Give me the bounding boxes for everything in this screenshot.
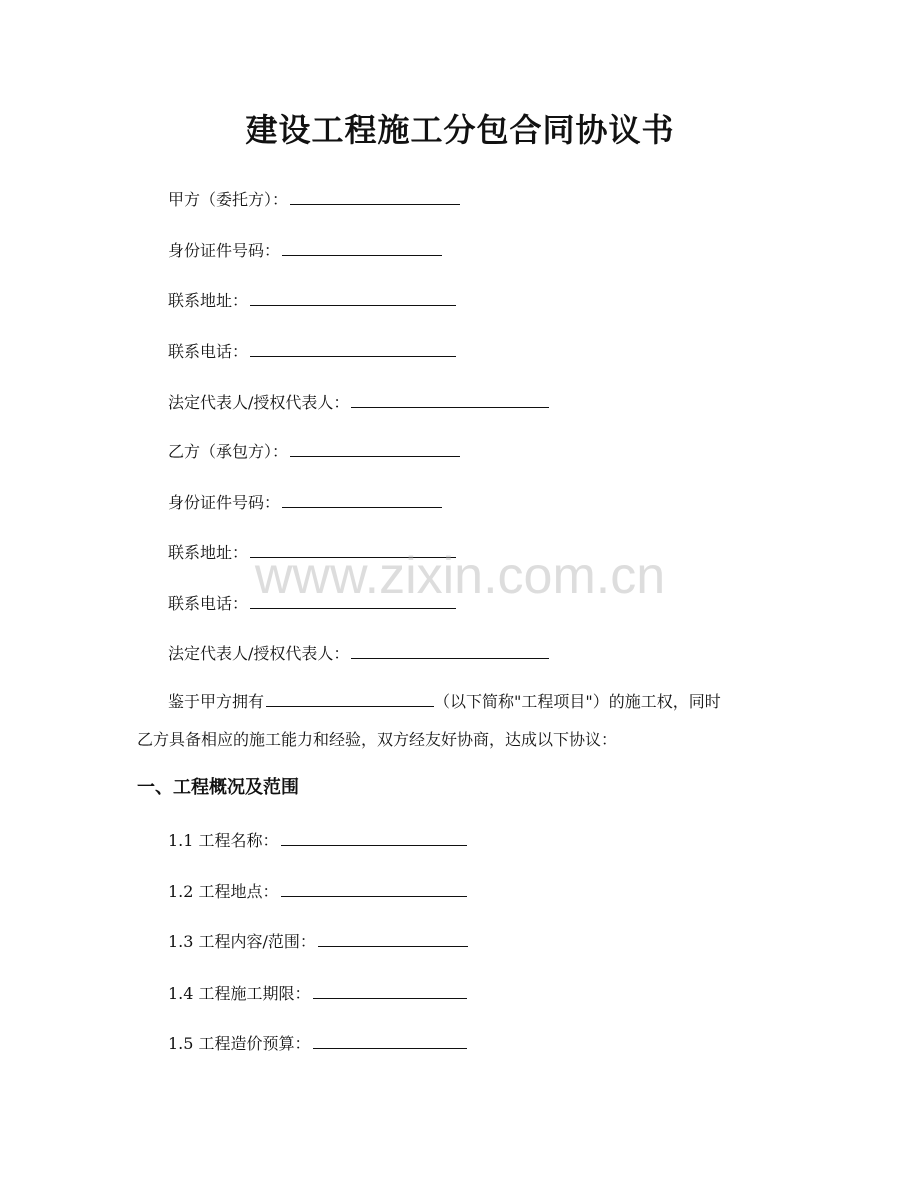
party-b-rep-blank[interactable] — [351, 643, 549, 659]
project-name-blank[interactable] — [266, 691, 434, 707]
party-b-id-blank[interactable] — [282, 492, 442, 508]
party-b-name-label: 乙方（承包方）： — [168, 442, 289, 461]
party-b-address-label: 联系地址： — [168, 543, 249, 562]
section-1-item-2 — [168, 880, 467, 904]
section-1-item-4 — [168, 982, 467, 1006]
party-a-rep-blank[interactable] — [351, 392, 549, 408]
item-1-2-label: 1.2 工程地点： — [168, 882, 279, 901]
party-b-name-blank[interactable] — [290, 441, 460, 457]
section-1-heading: 一、工程概况及范围 — [137, 777, 299, 798]
party-a-name-label: 甲方（委托方）： — [168, 190, 289, 209]
party-b-phone-label: 联系电话： — [168, 594, 249, 613]
section-1-item-1 — [168, 829, 467, 853]
party-a-id-label: 身份证件号码： — [168, 241, 281, 260]
preamble-prefix: 鉴于甲方拥有 — [168, 692, 265, 711]
party-a-rep-row — [168, 391, 549, 415]
item-1-4-blank[interactable] — [313, 983, 467, 999]
party-b-name-row — [168, 440, 460, 464]
section-1-item-3 — [168, 930, 468, 954]
preamble-paragraph — [137, 690, 780, 750]
party-a-phone-blank[interactable] — [250, 341, 456, 357]
item-1-5-blank[interactable] — [313, 1033, 467, 1049]
document-title: 建设工程施工分包合同协议书 — [245, 111, 675, 149]
section-1-item-5 — [168, 1032, 467, 1056]
party-b-id-label: 身份证件号码： — [168, 493, 281, 512]
party-a-name-row — [168, 188, 460, 212]
party-a-name-blank[interactable] — [290, 189, 460, 205]
item-1-1-blank[interactable] — [281, 830, 467, 846]
item-1-4-label: 1.4 工程施工期限： — [168, 984, 311, 1003]
party-b-id-row — [168, 491, 442, 515]
item-1-1-label: 1.1 工程名称： — [168, 831, 279, 850]
preamble-suffix: （以下简称"工程项目"）的施工权，同时 — [434, 692, 721, 711]
item-1-3-label: 1.3 工程内容/范围： — [168, 932, 316, 951]
party-a-address-label: 联系地址： — [168, 291, 249, 310]
item-1-2-blank[interactable] — [281, 881, 467, 897]
party-a-id-row — [168, 239, 442, 263]
party-a-phone-row — [168, 340, 456, 364]
item-1-5-label: 1.5 工程造价预算： — [168, 1034, 311, 1053]
party-b-rep-label: 法定代表人/授权代表人： — [168, 644, 350, 663]
party-b-rep-row — [168, 642, 549, 666]
preamble-line-2: 乙方具备相应的施工能力和经验，双方经友好协商，达成以下协议： — [137, 730, 618, 749]
party-a-phone-label: 联系电话： — [168, 342, 249, 361]
preamble-line-1 — [168, 690, 721, 714]
party-a-id-blank[interactable] — [282, 240, 442, 256]
party-a-address-blank[interactable] — [250, 290, 456, 306]
party-a-address-row — [168, 289, 456, 313]
item-1-3-blank[interactable] — [318, 931, 468, 947]
party-a-rep-label: 法定代表人/授权代表人： — [168, 393, 350, 412]
watermark: www.zixin.com.cn — [254, 547, 666, 605]
